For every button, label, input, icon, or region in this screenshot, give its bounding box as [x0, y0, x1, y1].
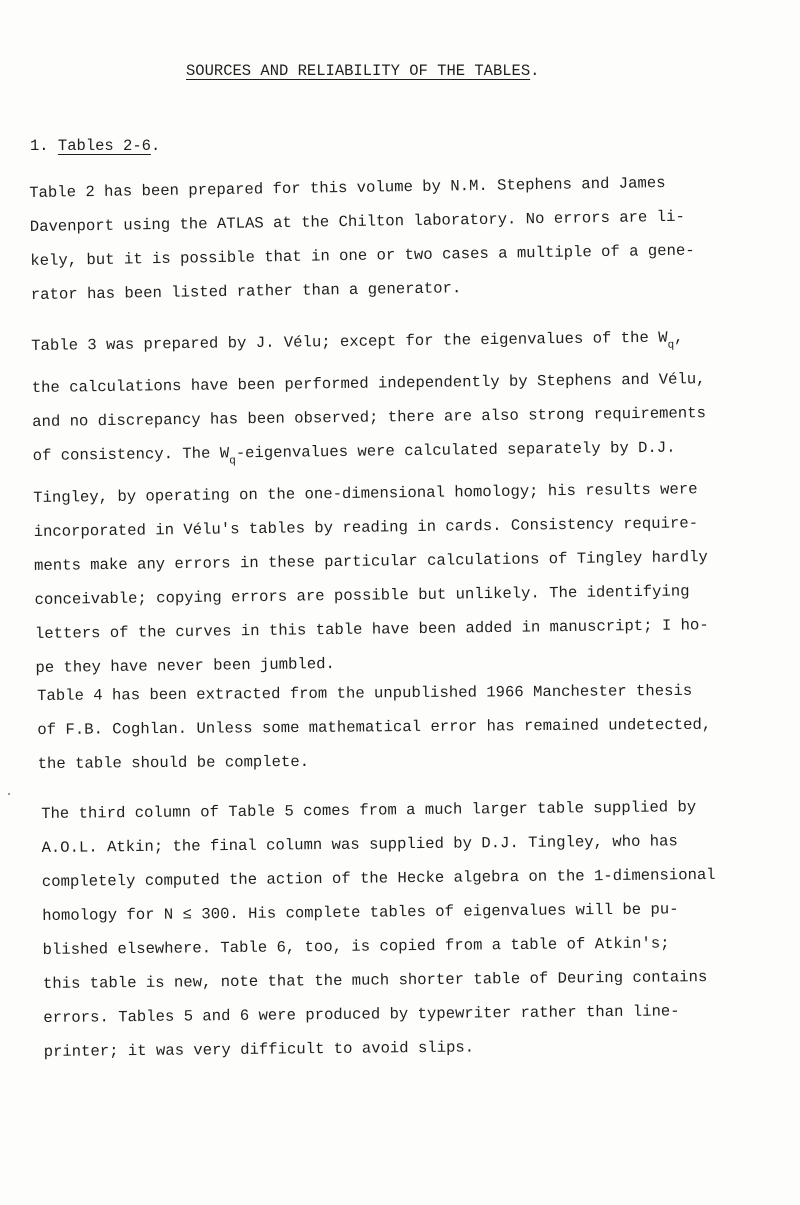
subscript-q: q — [229, 455, 236, 468]
paragraph-line: pe they have never been jumbled. — [35, 655, 335, 677]
paragraph-line: letters of the curves in this table have been added in manuscript; I ho- — [34, 616, 709, 643]
paragraph-line: Tingley, by operating on the one-dimensional homology; his results were — [33, 480, 698, 507]
paragraph-line: conceivable; copying errors are possible but unlikely. The identifying — [34, 582, 690, 609]
paragraph-table-4 — [37, 673, 773, 781]
paragraph-line: ments make any errors in these particular calculations of Tingley hardly — [33, 548, 708, 575]
paragraph-line: of F.B. Coghlan. Unless some mathematical error has remained undetected, — [37, 715, 712, 739]
paragraph-line: Table 4 has been extracted from the unpublished 1966 Manchester thesis — [37, 681, 693, 705]
paragraph-line: and no discrepancy has been observed; there are also strong requirements — [32, 404, 707, 431]
section-heading-period: . — [150, 137, 161, 155]
paragraph-line: incorporated in Vélu's tables by reading in cards. Consistency require- — [33, 514, 699, 541]
line-text: Table 3 was prepared by J. Vélu; except for the eigenvalues of the W — [31, 328, 668, 355]
section-heading-text: Tables 2-6 — [57, 137, 151, 155]
paragraph-line: this table is new, note that the much shorter table of Deuring contains — [42, 968, 708, 993]
page-title-period: . — [530, 62, 540, 80]
paragraph-line: The third column of Table 5 comes from a much larger table supplied by — [41, 798, 697, 823]
paragraph-line: printer; it was very difficult to avoid slips. — [43, 1038, 475, 1061]
line-text: of consistency. The W — [32, 444, 230, 465]
page-title — [186, 62, 539, 80]
paragraph-line: kely, but it is possible that in one or two cases a multiple of a gene- — [30, 241, 695, 270]
paragraph-line: the table should be complete. — [37, 752, 310, 773]
paragraph-line: rator has been listed rather than a generator. — [30, 279, 462, 304]
paragraph-line: the calculations have been performed independently by Stephens and Vélu, — [31, 370, 706, 397]
paragraph-line: Table 2 has been prepared for this volume by N.M. Stephens and James — [29, 174, 666, 202]
section-heading — [30, 137, 160, 155]
paragraph-line: completely computed the action of the Hecke algebra on the 1-dimensional — [41, 865, 716, 891]
paragraph-line: A.O.L. Atkin; the final column was supplied by D.J. Tingley, who has — [41, 832, 678, 857]
page-title-text: SOURCES AND RELIABILITY OF THE TABLES — [186, 62, 531, 80]
line-text: , — [674, 328, 684, 347]
paragraph-line: Davenport using the ATLAS at the Chilton laboratory. No errors are li- — [29, 207, 685, 236]
subscript-q: q — [667, 339, 675, 352]
paragraph-tables-5-6 — [41, 789, 779, 1069]
paragraph-table-2 — [29, 164, 766, 312]
paragraph-table-3 — [31, 319, 771, 685]
paragraph-line: errors. Tables 5 and 6 were produced by typewriter rather than line- — [43, 1002, 680, 1027]
paragraph-line: blished elsewhere. Table 6, too, is copied from a table of Atkin's; — [42, 934, 670, 959]
line-text: -eigenvalues were calculated separately by D.J. — [235, 438, 676, 463]
scan-speck — [8, 793, 10, 795]
section-number: 1. — [30, 137, 49, 155]
paragraph-line: homology for N ≤ 300. His complete tables of eigenvalues will be pu- — [42, 900, 679, 925]
